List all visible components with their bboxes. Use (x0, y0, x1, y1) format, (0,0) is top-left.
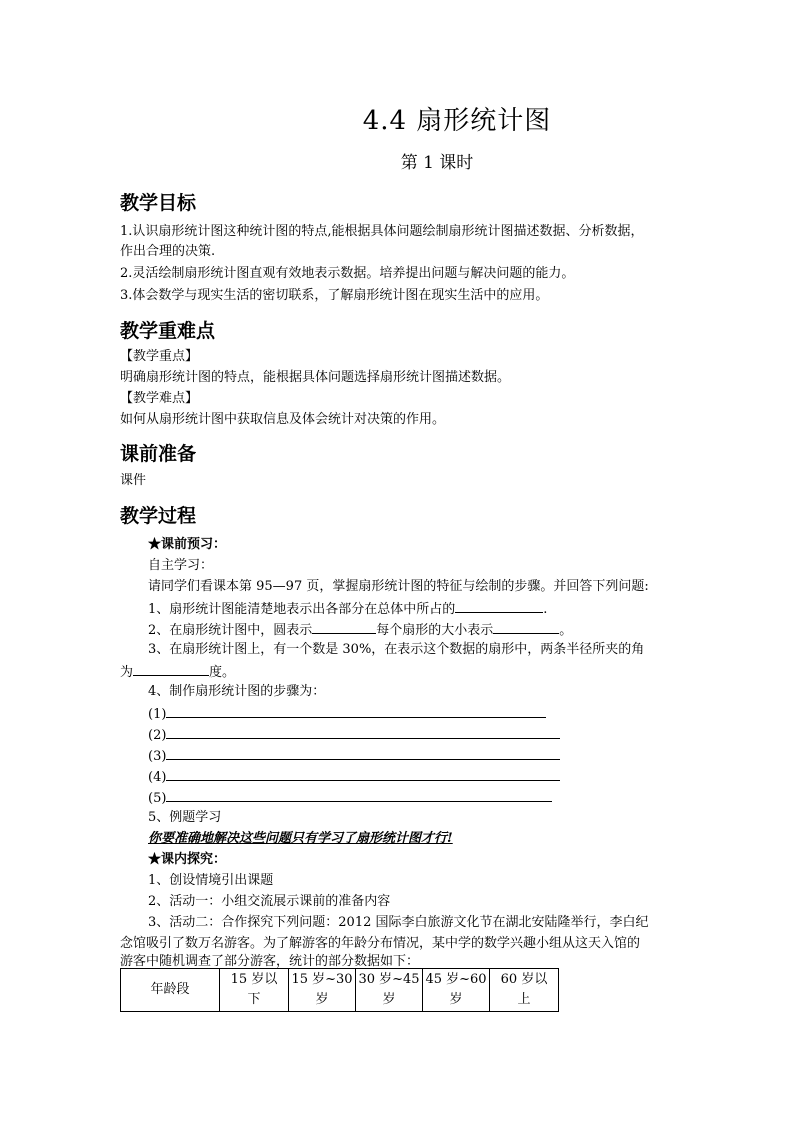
preview-intro: 请同学们看课本第 95—97 页，掌握扇形统计图的特征与绘制的步骤。并回答下列问题: (148, 579, 649, 594)
answer-blank[interactable] (166, 703, 546, 718)
explore-item-3-line-1: 3、活动二：合作探究下列问题：2012 国际李白旅游文化节在湖北安陆隆举行，李白纪 (148, 915, 649, 930)
step-line-3 (148, 745, 560, 767)
step-number: (1) (148, 707, 167, 722)
cell-line: 岁 (382, 992, 396, 1007)
question-3-line-2 (120, 661, 235, 683)
section-heading-goals: 教学目标 (120, 192, 197, 214)
page-title: 4.4 扇形统计图 (362, 106, 552, 136)
cell-line: 45 岁~60 (425, 972, 487, 987)
cell-line: 岁 (315, 992, 329, 1007)
goal-line-1: 1.认识扇形统计图这种统计图的特点,能根据具体问题绘制扇形统计图描述数据、分析数据， (120, 224, 644, 239)
page-subtitle: 第 1 课时 (400, 153, 474, 173)
explore-item-2: 2、活动一：小组交流展示课前的准备内容 (148, 894, 391, 909)
goal-line-4: 3.体会数学与现实生活的密切联系，了解扇形统计图在现实生活中的应用。 (120, 288, 549, 303)
question-3-line-1: 3、在扇形统计图上，有一个数是 30%，在表示这个数据的扇形中，两条半径所夹的角 (148, 642, 645, 657)
question-1-end: . (543, 602, 548, 617)
question-3-text: 为 (120, 665, 134, 680)
focus-text: 明确扇形统计图的特点，能根据具体问题选择扇形统计图描述数据。 (120, 370, 511, 385)
explore-item-3-line-2: 念馆吸引了数万名游客。为了解游客的年龄分布情况，某中学的数学兴趣小组从这天入馆的 (120, 936, 641, 951)
answer-blank[interactable] (312, 619, 376, 634)
table-cell (423, 969, 490, 1012)
difficulty-text: 如何从扇形统计图中获取信息及体会统计对决策的作用。 (120, 412, 446, 427)
table-cell (289, 969, 356, 1012)
self-study-label: 自主学习： (148, 558, 214, 573)
question-2-end: 。 (559, 623, 573, 638)
section-heading-process: 教学过程 (120, 505, 197, 527)
answer-blank[interactable] (493, 619, 559, 634)
question-3-end: 度。 (209, 665, 236, 680)
table-cell (220, 969, 289, 1012)
table-cell (356, 969, 423, 1012)
question-2 (148, 619, 572, 641)
focus-label: 【教学重点】 (120, 349, 199, 364)
answer-blank[interactable] (166, 787, 552, 802)
question-2-text-b: 每个扇形的大小表示 (376, 623, 494, 638)
step-number: (4) (148, 770, 167, 785)
table-header-cell: 年龄段 (121, 969, 220, 1012)
step-line-5 (148, 787, 552, 809)
cell-line: 60 岁以 (500, 972, 548, 987)
cell-line: 15 岁~30 (291, 972, 353, 987)
prep-text: 课件 (120, 473, 147, 488)
answer-blank[interactable] (133, 661, 209, 676)
preview-label: ★课前预习： (148, 537, 227, 552)
cell-line: 15 岁以 (230, 972, 278, 987)
section-heading-prep: 课前准备 (120, 443, 197, 465)
answer-blank[interactable] (166, 766, 560, 781)
question-1 (148, 598, 547, 620)
motto-text: 你要准确地解决这些问题只有学习了扇形统计图才行! (148, 831, 453, 846)
answer-blank[interactable] (166, 745, 560, 760)
table-row (121, 969, 559, 1012)
explore-item-1: 1、创设情境引出课题 (148, 873, 274, 888)
explore-item-3-line-3: 游客中随机调查了部分游客，统计的部分数据如下： (120, 954, 420, 969)
explore-label: ★课内探究： (148, 852, 227, 867)
age-table (120, 968, 559, 1012)
step-line-2 (148, 724, 560, 746)
cell-line: 岁 (449, 992, 463, 1007)
goal-line-2: 作出合理的决策. (120, 244, 216, 259)
answer-blank[interactable] (166, 724, 560, 739)
question-2-text-a: 2、在扇形统计图中，圆表示 (148, 623, 313, 638)
step-number: (3) (148, 749, 167, 764)
question-4: 4、制作扇形统计图的步骤为： (148, 684, 326, 699)
step-line-4 (148, 766, 560, 788)
cell-line: 上 (517, 992, 531, 1007)
table-cell (490, 969, 559, 1012)
answer-blank[interactable] (455, 598, 543, 613)
step-number: (5) (148, 791, 167, 806)
cell-line: 30 岁~45 (358, 972, 420, 987)
step-line-1 (148, 703, 546, 725)
question-5: 5、例题学习 (148, 810, 222, 825)
question-1-text: 1、扇形统计图能清楚地表示出各部分在总体中所占的 (148, 602, 456, 617)
difficulty-label: 【教学难点】 (120, 391, 199, 406)
cell-line: 下 (247, 992, 261, 1007)
step-number: (2) (148, 728, 167, 743)
goal-line-3: 2.灵活绘制扇形统计图直观有效地表示数据。培养提出问题与解决问题的能力。 (120, 266, 575, 281)
section-heading-keypoints: 教学重难点 (120, 320, 216, 342)
